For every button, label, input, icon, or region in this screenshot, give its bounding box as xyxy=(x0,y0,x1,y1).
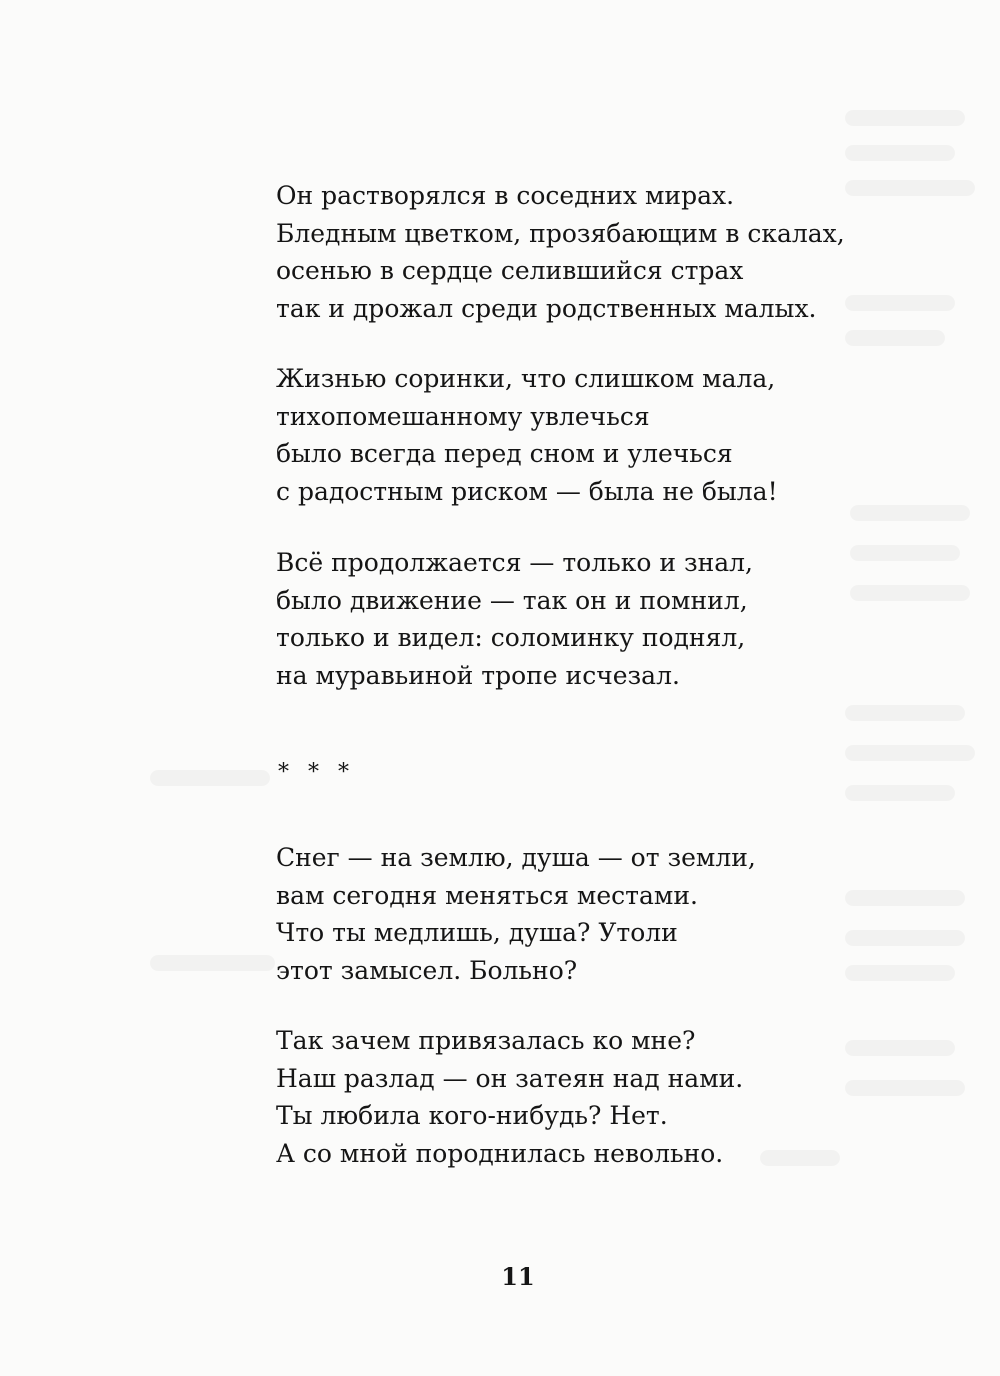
poem-line: Ты любила кого-нибудь? Нет. xyxy=(276,1101,668,1130)
stanza-3 xyxy=(276,544,916,694)
poem-line: Всё продолжается — только и знал, xyxy=(276,548,753,577)
poem-line: так и дрожал среди родственных малых. xyxy=(276,293,817,323)
poem-line: только и видел: соломинку поднял, xyxy=(276,623,746,652)
poem-line: Жизнью соринки, что слишком мала, xyxy=(276,364,776,393)
poem-line: Он растворялся в соседних мирах. xyxy=(276,181,735,210)
poem-line: Что ты медлишь, душа? Утоли xyxy=(276,918,678,947)
poem-line: было всегда перед сном и улечься xyxy=(276,439,733,468)
poem-line: было движение — так он и помнил, xyxy=(276,585,748,615)
poem-line: Бледным цветком, прозябающим в скалах, xyxy=(276,218,845,248)
stanza-4 xyxy=(276,839,916,989)
page-number: 11 xyxy=(501,1262,535,1291)
poem-line: Наш разлад — он затеян над нами. xyxy=(276,1063,744,1093)
poem-line: этот замысел. Больно? xyxy=(276,955,578,985)
stanza-5 xyxy=(276,1022,916,1172)
poem-line: вам сегодня меняться местами. xyxy=(276,880,698,910)
poem-separator: * * * xyxy=(278,760,355,785)
poem-line: Снег — на землю, душа — от земли, xyxy=(276,843,756,872)
poem-line: тихопомешанному увлечься xyxy=(276,401,650,431)
poem-line: Так зачем привязалась ко мне? xyxy=(276,1026,696,1055)
poem-line: с радостным риском — была не была! xyxy=(276,476,778,506)
poem-line: на муравьиной тропе исчезал. xyxy=(276,660,680,690)
stanza-1 xyxy=(276,177,916,327)
poem-line: осенью в сердце селившийся страх xyxy=(276,256,744,285)
stanza-2 xyxy=(276,360,916,510)
poem-line: А со мной породнилась невольно. xyxy=(276,1138,724,1168)
